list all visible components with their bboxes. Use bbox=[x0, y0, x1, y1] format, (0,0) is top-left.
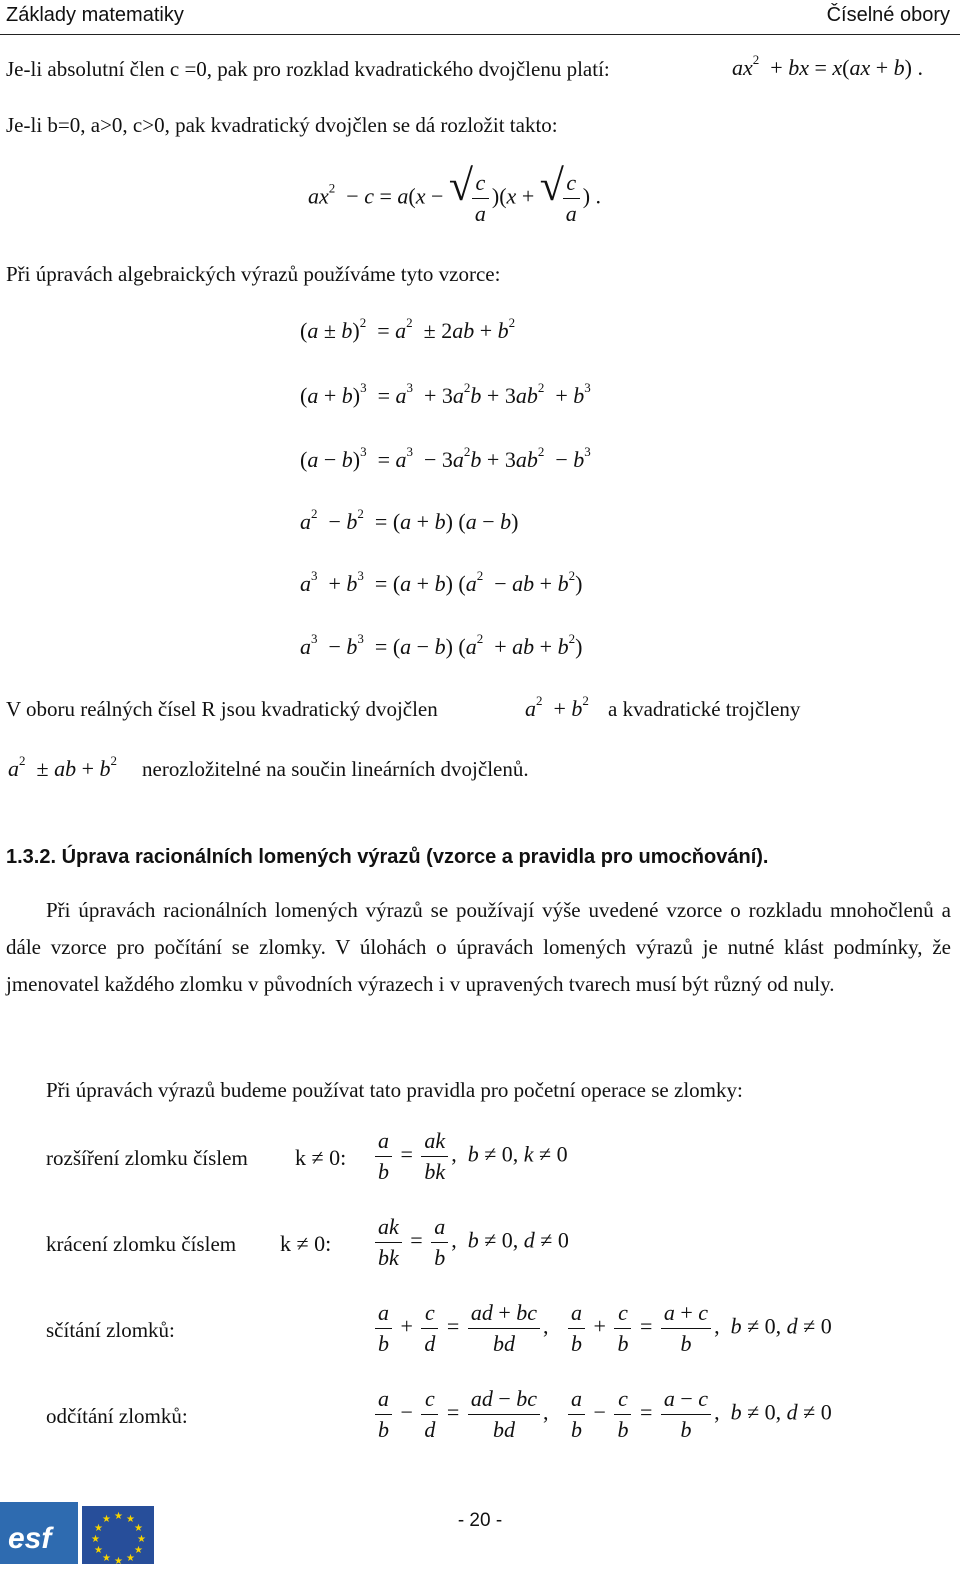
page-number: - 20 - bbox=[457, 1510, 503, 1531]
formulas-intro: Při úpravách algebraických výrazů používáme tyto vzorce: bbox=[6, 262, 501, 286]
rule-extend-condition: k ≠ 0: bbox=[295, 1145, 347, 1170]
formula-add-fractions: $\frac{a}{b}$ + $\frac{c}{d}$ = $\frac{ad + bc}{bd}$ , $\frac{a}{b}$ + $\frac{c}{b}$ = $\frac{a + c}{b}$ , b ≠ 0, d ≠ 0 bbox=[372, 1298, 832, 1359]
intro-line-2: Je-li b=0, a>0, c>0, pak kvadratický dvojčlen se dá rozložit takto: bbox=[6, 113, 558, 137]
formula-cube-of-difference: $(a - b)^3 = a^3 - 3a^2b + 3ab^2 - b^3$ bbox=[300, 444, 591, 472]
rule-reduce-condition: k ≠ 0: bbox=[280, 1231, 332, 1256]
irreducible-line-1a: V oboru reálných čísel R jsou kvadratický dvojčlen bbox=[6, 697, 438, 721]
rule-extend-label: rozšíření zlomku číslem bbox=[46, 1146, 248, 1170]
page-header bbox=[0, 0, 960, 35]
rule-subtract-label: odčítání zlomků: bbox=[46, 1404, 188, 1428]
header-right-title: Číselné obory bbox=[826, 4, 950, 26]
header-left-title: Základy matematiky bbox=[6, 4, 184, 26]
formula-difference-of-cubes: $a^3 - b^3 = (a - b) (a^2$ + ab + $b^2$) bbox=[300, 631, 583, 659]
eu-flag-logo: ★ ★ ★ ★ ★ ★ ★ ★ ★ ★ ★ ★ bbox=[82, 1506, 154, 1564]
section-paragraph-2: Při úpravách výrazů budeme používat tato pravidla pro početní operace se zlomky: bbox=[46, 1078, 743, 1102]
formula-difference-of-squares: $a^2 - b^2 = (a + b) (a - b)$ bbox=[300, 506, 519, 534]
rule-reduce-label: krácení zlomku číslem bbox=[46, 1232, 237, 1256]
section-heading: 1.3.2. Úprava racionálních lomených výrazů (vzorce a pravidla pro umocňování). bbox=[6, 846, 769, 868]
irreducible-line-1b: a kvadratické trojčleny bbox=[608, 697, 801, 721]
formula-trinomial: $a^2$ ± ab + $b^2$ bbox=[8, 753, 117, 781]
formula-square-of-sum: $(a \pm b)^2 = a^2 \pm 2ab + b^2$ bbox=[300, 315, 516, 343]
irreducible-line-2: nerozložitelné na součin lineárních dvojčlenů. bbox=[142, 757, 529, 781]
esf-logo-text: esf bbox=[8, 1522, 52, 1555]
formula-extend-fraction: $\frac{a}{b}$ = $\frac{ak}{bk}$ , b ≠ 0, k ≠ 0 bbox=[372, 1126, 568, 1187]
formula-sum-of-squares: $a^2 + b^2$ bbox=[525, 693, 589, 721]
formula-difference-sqrt: $ax^2 - c = a(x$ − √ $\frac{c}{a}$ )(x + √ $\frac{c}{a}$ ) . bbox=[308, 161, 602, 226]
formula-absolute-term-zero: $ax^2$ + bx = x(ax + b) . bbox=[732, 52, 923, 80]
rule-add-label: sčítání zlomků: bbox=[46, 1318, 175, 1342]
formula-cube-of-sum: $(a + b)^3 = a^3 + 3a^2b + 3ab^2 + b^3$ bbox=[300, 380, 591, 408]
section-paragraph-1: Při úpravách racionálních lomených výrazů se používají výše uvedené vzorce o rozkladu mnohočlenů a dále vzorce pro počítání se zlomky. V úlohách o úpravách lomených výrazů je nutné klást podmínky, že jmenovatel každého zlomku v původních výrazech i v upravených tvarech musí být různý od nuly. bbox=[6, 898, 951, 996]
intro-line-1: Je-li absolutní člen c =0, pak pro rozklad kvadratického dvojčlenu platí: bbox=[6, 57, 610, 81]
formula-reduce-fraction: $\frac{ak}{bk}$ = $\frac{a}{b}$ , b ≠ 0, d ≠ 0 bbox=[372, 1212, 569, 1273]
formula-subtract-fractions: $\frac{a}{b}$ − $\frac{c}{d}$ = $\frac{ad - bc}{bd}$ , $\frac{a}{b}$ − $\frac{c}{b}$ = $\frac{a - c}{b}$ , b ≠ 0, d ≠ 0 bbox=[372, 1384, 832, 1445]
formula-sum-of-cubes: $a^3 + b^3 = (a + b) (a^2$ − ab + $b^2$) bbox=[300, 568, 583, 596]
